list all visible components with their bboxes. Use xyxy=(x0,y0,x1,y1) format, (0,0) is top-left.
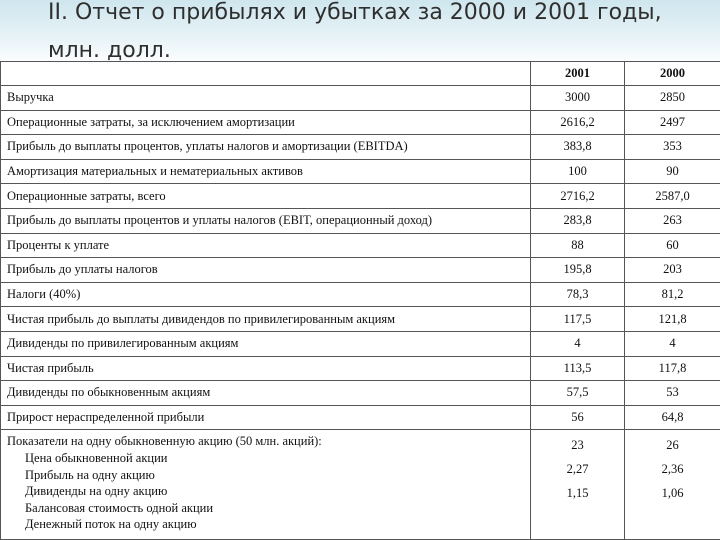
row-label: Проценты к уплате xyxy=(1,233,531,258)
value-2001: 57,5 xyxy=(531,381,625,406)
value-2001: 117,5 xyxy=(531,307,625,332)
table-row xyxy=(1,356,720,381)
row-label: Прибыль до уплаты налогов xyxy=(1,258,531,283)
value-2000: 121,8 xyxy=(625,307,720,332)
row-label: Налоги (40%) xyxy=(1,282,531,307)
value-2000: 81,2 xyxy=(625,282,720,307)
value-2001: 88 xyxy=(531,233,625,258)
value-2000: 263 xyxy=(625,208,720,233)
value-2000: 53 xyxy=(625,381,720,406)
value-2001: 3000 xyxy=(531,86,625,111)
row-label: Операционные затраты, за исключением амортизации xyxy=(1,110,531,135)
row-label: Прирост нераспределенной прибыли xyxy=(1,405,531,430)
per-share-labels xyxy=(1,430,531,540)
table-row xyxy=(1,381,720,406)
table-row xyxy=(1,405,720,430)
value-2000: 2587,0 xyxy=(625,184,720,209)
table-row xyxy=(1,258,720,283)
table-row xyxy=(1,110,720,135)
income-statement-table xyxy=(0,61,720,540)
value-2001: 383,8 xyxy=(531,135,625,160)
value-2000: 203 xyxy=(625,258,720,283)
table-body xyxy=(1,86,720,540)
value-2001: 2716,2 xyxy=(531,184,625,209)
table-row xyxy=(1,208,720,233)
value-2001: 2616,2 xyxy=(531,110,625,135)
table-row xyxy=(1,159,720,184)
row-label: Чистая прибыль xyxy=(1,356,531,381)
row-label: Дивиденды по привилегированным акциям xyxy=(1,331,531,356)
table-row xyxy=(1,233,720,258)
table-row xyxy=(1,282,720,307)
value-2001: 100 xyxy=(531,159,625,184)
row-label: Прибыль до выплаты процентов, уплаты налогов и амортизации (EBITDA) xyxy=(1,135,531,160)
header-label-cell xyxy=(1,62,531,86)
value-2001: 195,8 xyxy=(531,258,625,283)
per-share-value-2000: 26 xyxy=(666,438,679,453)
header-year-2000: 2000 xyxy=(625,62,720,86)
row-label: Дивиденды по обыкновенным акциям xyxy=(1,381,531,406)
value-2000: 117,8 xyxy=(625,356,720,381)
value-2001: 56 xyxy=(531,405,625,430)
per-share-value-2000: 1,06 xyxy=(661,486,684,501)
table-row xyxy=(1,331,720,356)
table-header-row xyxy=(1,62,720,86)
table-row xyxy=(1,184,720,209)
value-2000: 2850 xyxy=(625,86,720,111)
per-share-values-2001 xyxy=(531,430,625,540)
value-2000: 2497 xyxy=(625,110,720,135)
per-share-value-2001: 23 xyxy=(571,438,584,453)
row-label: Амортизация материальных и нематериальных активов xyxy=(1,159,531,184)
per-share-value-2001: 1,15 xyxy=(566,486,589,501)
row-label: Чистая прибыль до выплаты дивидендов по привилегированным акциям xyxy=(1,307,531,332)
value-2000: 353 xyxy=(625,135,720,160)
per-share-value-2001: 2,27 xyxy=(566,462,589,477)
table-row xyxy=(1,307,720,332)
per-share-value-2000: 2,36 xyxy=(661,462,684,477)
per-share-item-price: Цена обыкновенной акции xyxy=(25,450,168,465)
value-2001: 78,3 xyxy=(531,282,625,307)
per-share-heading: Показатели на одну обыкновенную акцию (50 млн. акций): xyxy=(7,434,322,449)
per-share-item-book-value: Балансовая стоимость одной акции xyxy=(25,500,214,515)
value-2000: 64,8 xyxy=(625,405,720,430)
row-label: Выручка xyxy=(1,86,531,111)
per-share-row xyxy=(1,430,720,540)
per-share-item-cash-flow: Денежный поток на одну акцию xyxy=(25,517,197,532)
value-2001: 4 xyxy=(531,331,625,356)
per-share-item-eps: Прибыль на одну акцию xyxy=(25,467,155,482)
value-2000: 90 xyxy=(625,159,720,184)
per-share-item-dps: Дивиденды на одну акцию xyxy=(25,484,168,499)
value-2000: 60 xyxy=(625,233,720,258)
value-2001: 283,8 xyxy=(531,208,625,233)
row-label: Операционные затраты, всего xyxy=(1,184,531,209)
row-label: Прибыль до выплаты процентов и уплаты налогов (EBIT, операционный доход) xyxy=(1,208,531,233)
slide-title: II. Отчет о прибылях и убытках за 2000 и 2001 годы, млн. долл. xyxy=(48,0,662,63)
slide-header xyxy=(0,0,720,66)
table-row xyxy=(1,86,720,111)
value-2000: 4 xyxy=(625,331,720,356)
header-year-2001: 2001 xyxy=(531,62,625,86)
table-row xyxy=(1,135,720,160)
value-2001: 113,5 xyxy=(531,356,625,381)
per-share-values-2000 xyxy=(625,430,720,540)
